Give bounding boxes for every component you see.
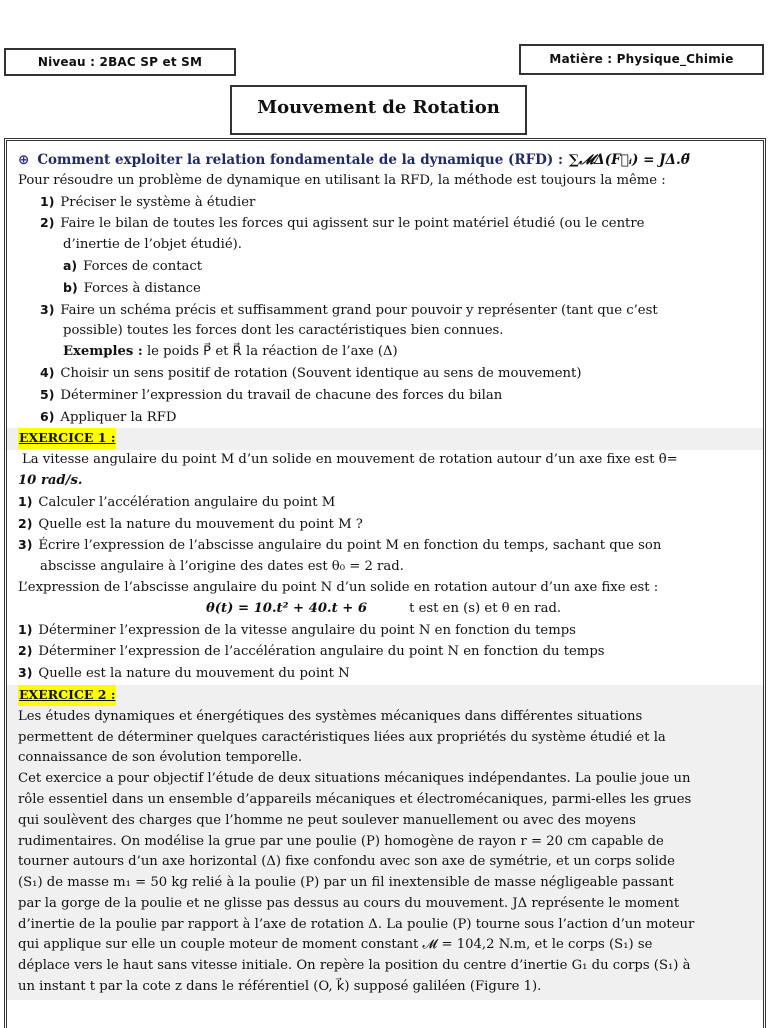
page-title: Mouvement de Rotation xyxy=(230,85,527,135)
method-heading-text: Comment exploiter la relation fondamentale de la dynamique (RFD) : xyxy=(37,152,563,168)
ex2-line: (S₁) de masse m₁ = 50 kg relié à la poulie (P) par un fil inextensible de masse négligeable passant xyxy=(18,875,674,891)
step-number: 5) xyxy=(40,386,55,402)
ex2-line: Cet exercice a pour objectif l’étude de deux situations mécaniques indépendantes. La poulie joue un xyxy=(18,771,691,787)
question-number: 3) xyxy=(18,665,33,681)
ex2-line: rôle essentiel dans un ensemble d’appareils mécaniques et électromécaniques, parmi-elles les grues xyxy=(18,791,692,807)
ex1-question xyxy=(18,663,753,685)
question-text: Déterminer l’expression de la vitesse angulaire du point N en fonction du temps xyxy=(38,622,576,638)
subject-label: Matière : Physique_Chimie xyxy=(519,44,764,75)
ex1-equation-line xyxy=(18,599,753,620)
ex2-line: qui soulèvent des charges que l’homme ne peut soulever manuellement ou avec des moyens xyxy=(18,812,636,828)
examples-line xyxy=(18,342,753,363)
exercise-2-text xyxy=(7,707,763,1000)
ex2-line: qui applique sur elle un couple moteur de moment constant 𝓜 = 104,2 N.m, et le corps (S₁) se xyxy=(18,937,653,953)
step-text: Appliquer la RFD xyxy=(60,409,177,425)
level-label: Niveau : 2BAC SP et SM xyxy=(4,48,236,76)
ex2-line: connaissance de son évolution temporelle. xyxy=(18,750,303,766)
ex1-question xyxy=(18,641,753,663)
question-number: 1) xyxy=(18,621,33,637)
question-text: Quelle est la nature du mouvement du point M ? xyxy=(38,516,363,532)
question-number: 2) xyxy=(18,515,33,531)
subitem-text: Forces à distance xyxy=(83,280,201,296)
method-step xyxy=(18,192,753,214)
step-number: 1) xyxy=(40,193,55,209)
method-step xyxy=(18,385,753,407)
ex2-line: rudimentaires. On modélise la grue par une poulie (P) homogène de rayon r = 20 cm capable de xyxy=(18,833,664,849)
step-text: Faire un schéma précis et suffisamment grand pour pouvoir y représenter (tant que c’est xyxy=(60,302,658,318)
step-text: Faire le bilan de toutes les forces qui agissent sur le point matériel étudié (ou le centre xyxy=(60,216,645,232)
crosshair-icon: ⊕ xyxy=(18,152,30,168)
method-heading xyxy=(18,150,753,171)
step-number: 3) xyxy=(40,301,55,317)
ex1-question xyxy=(18,514,753,536)
ex2-line: un instant t par la cote z dans le référentiel (O, k⃗) supposé galiléen (Figure 1). xyxy=(18,979,542,995)
question-text: Écrire l’expression de l’abscisse angulaire du point M en fonction du temps, sachant que son xyxy=(38,538,662,554)
exercise-1-header xyxy=(7,428,763,450)
ex2-line: tourner autours d’un axe horizontal (Δ) fixe confondu avec son axe de symétrie, et un corps solide xyxy=(18,854,675,870)
step-text: Déterminer l’expression du travail de chacune des forces du bilan xyxy=(60,387,503,403)
method-intro: Pour résoudre un problème de dynamique en utilisant la RFD, la méthode est toujours la même : xyxy=(18,172,666,188)
exercise-2-header xyxy=(7,685,763,707)
ex1-statement: La vitesse angulaire du point M d’un solide en mouvement de rotation autour d’un axe fixe est θ̇= xyxy=(22,452,678,468)
examples-label: Exemples : xyxy=(63,344,143,360)
method-step-cont: d’inertie de l’objet étudié). xyxy=(63,237,242,253)
step-number: 4) xyxy=(40,364,55,380)
question-number: 2) xyxy=(18,643,33,659)
method-subitem xyxy=(18,278,753,300)
equation-units: t est en (s) et θ en rad. xyxy=(409,600,562,616)
examples-text: le poids P⃗ et R⃗ la réaction de l’axe (Δ) xyxy=(146,344,398,360)
ex2-line: par la gorge de la poulie et ne glisse pas dessus au cours du mouvement. JΔ représente le moment xyxy=(18,895,680,911)
subitem-letter: b) xyxy=(63,279,78,295)
ex1-question xyxy=(18,620,753,642)
step-text: Préciser le système à étudier xyxy=(60,194,256,210)
theta-equation: θ(t) = 10.t² + 40.t + 6 xyxy=(206,600,368,616)
ex1-question-cont: abscisse angulaire à l’origine des dates est θ₀ = 2 rad. xyxy=(40,559,404,575)
step-number: 2) xyxy=(40,215,55,231)
step-text: Choisir un sens positif de rotation (Souvent identique au sens de mouvement) xyxy=(60,365,582,381)
ex2-line: permettent de déterminer quelques caractéristiques liées aux propriétés du système étudié et la xyxy=(18,729,666,745)
method-subitem xyxy=(18,256,753,278)
method-step xyxy=(18,363,753,385)
question-text: Calculer l’accélération angulaire du point M xyxy=(38,494,336,510)
question-text: Quelle est la nature du mouvement du point N xyxy=(38,666,350,682)
question-text: Déterminer l’expression de l’accélération angulaire du point N en fonction du temps xyxy=(38,644,605,660)
method-step-cont: possible) toutes les forces dont les caractéristiques bien connues. xyxy=(63,323,504,339)
question-number: 1) xyxy=(18,493,33,509)
method-step xyxy=(18,213,753,235)
question-number: 3) xyxy=(18,537,33,553)
ex1-statement-cont: 10 rad/s. xyxy=(18,472,83,488)
subitem-letter: a) xyxy=(63,257,78,273)
exercise-1-title: EXERCICE 1 : xyxy=(18,428,116,449)
ex2-line: Les études dynamiques et énergétiques des systèmes mécaniques dans différentes situations xyxy=(18,708,643,724)
exercise-2-title: EXERCICE 2 : xyxy=(18,685,116,706)
document-body xyxy=(4,138,766,1028)
subitem-text: Forces de contact xyxy=(83,258,203,274)
ex1-statement-2: L’expression de l’abscisse angulaire du point N d’un solide en rotation autour d’un axe fixe est : xyxy=(18,579,659,595)
ex1-question xyxy=(18,492,753,514)
method-step xyxy=(18,300,753,322)
rfd-formula: ∑𝓜Δ(F⃗ᵢ) = JΔ.θ̈ xyxy=(568,152,690,168)
step-number: 6) xyxy=(40,408,55,424)
ex1-question xyxy=(18,535,753,557)
ex2-line: d’inertie de la poulie par rapport à l’axe de rotation Δ. La poulie (P) tourne sous l’action d’un moteur xyxy=(18,916,695,932)
method-step xyxy=(18,407,753,429)
ex2-line: déplace vers le haut sans vitesse initiale. On repère la position du centre d’inertie G₁ du corps (S₁) à xyxy=(18,958,691,974)
